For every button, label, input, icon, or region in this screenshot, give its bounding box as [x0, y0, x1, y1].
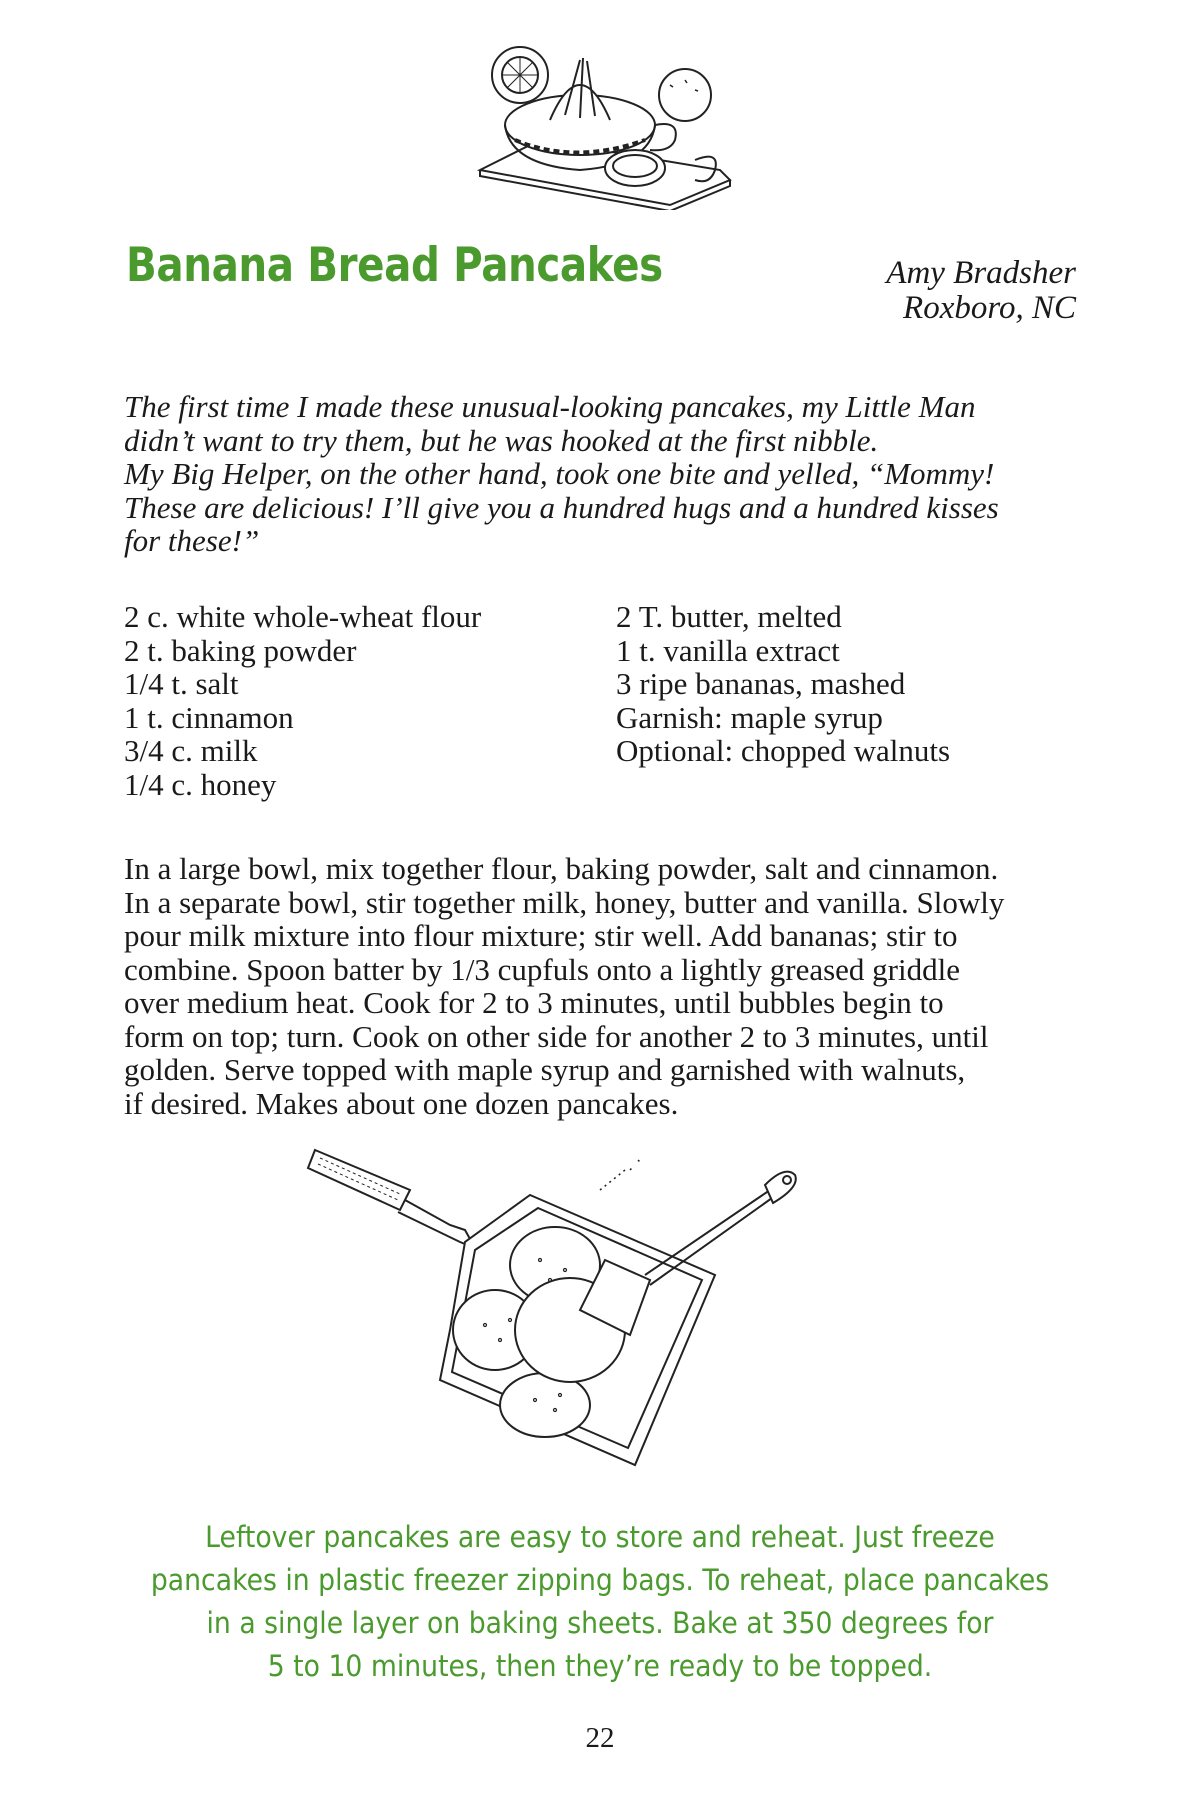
- recipe-tip: [140, 1516, 1060, 1688]
- ingredients-left-column: [124, 600, 481, 801]
- ingredient-item: 1/4 c. honey: [124, 766, 277, 802]
- tip-line: 5 to 10 minutes, then they’re ready to be topped.: [267, 1649, 933, 1683]
- ingredient-item: 3/4 c. milk: [124, 733, 258, 768]
- intro-line: These are delicious! I’ll give you a hundred hugs and a hundred kisses: [124, 489, 999, 525]
- recipe-directions: [124, 852, 1084, 1120]
- directions-line: golden. Serve topped with maple syrup and garnished with walnuts,: [124, 1052, 966, 1087]
- ingredient-item: 2 c. white whole-wheat flour: [124, 599, 482, 634]
- directions-line: combine. Spoon batter by 1/3 cupfuls onto a lightly greased griddle: [124, 951, 960, 987]
- author-location: Roxboro, NC: [903, 290, 1076, 326]
- recipe-intro: [124, 390, 1084, 558]
- recipe-title: Banana Bread Pancakes: [126, 238, 663, 293]
- ingredient-item: 2 t. baking powder: [124, 632, 357, 668]
- page-number: 22: [585, 1722, 615, 1754]
- intro-line: for these!”: [124, 523, 260, 558]
- ingredient-item: Optional: chopped walnuts: [616, 733, 951, 768]
- ingredient-item: 1 t. vanilla extract: [616, 632, 840, 668]
- recipe-author: [886, 256, 1076, 326]
- tip-line: Leftover pancakes are easy to store and reheat. Just freeze: [205, 1520, 995, 1554]
- tip-line: pancakes in plastic freezer zipping bags. To reheat, place pancakes: [150, 1563, 1050, 1597]
- ingredient-item: 1/4 t. salt: [124, 666, 239, 701]
- directions-line: if desired. Makes about one dozen pancakes.: [124, 1085, 679, 1121]
- citrus-juicer-illustration: [470, 30, 750, 210]
- author-name: Amy Bradsher: [886, 255, 1076, 291]
- intro-line: The first time I made these unusual-looking pancakes, my Little Man: [124, 389, 976, 424]
- ingredient-item: 2 T. butter, melted: [616, 599, 842, 634]
- directions-line: over medium heat. Cook for 2 to 3 minutes, until bubbles begin to: [124, 985, 944, 1020]
- directions-line: In a separate bowl, stir together milk, honey, butter and vanilla. Slowly: [124, 884, 1005, 920]
- ingredient-item: 3 ripe bananas, mashed: [616, 666, 906, 701]
- ingredients-right-column: [616, 600, 950, 768]
- intro-line: My Big Helper, on the other hand, took one bite and yelled, “Mommy!: [124, 456, 995, 491]
- tip-line: in a single layer on baking sheets. Bake at 350 degrees for: [206, 1606, 994, 1640]
- directions-line: In a large bowl, mix together flour, baking powder, salt and cinnamon.: [124, 851, 999, 886]
- ingredient-item: 1 t. cinnamon: [124, 699, 294, 735]
- directions-line: pour milk mixture into flour mixture; stir well. Add bananas; stir to: [124, 918, 958, 953]
- ingredient-item: Garnish: maple syrup: [616, 699, 883, 735]
- intro-line: didn’t want to try them, but he was hooked at the first nibble.: [124, 422, 879, 458]
- directions-line: form on top; turn. Cook on other side for another 2 to 3 minutes, until: [124, 1018, 989, 1054]
- griddle-pancakes-illustration: [300, 1130, 900, 1490]
